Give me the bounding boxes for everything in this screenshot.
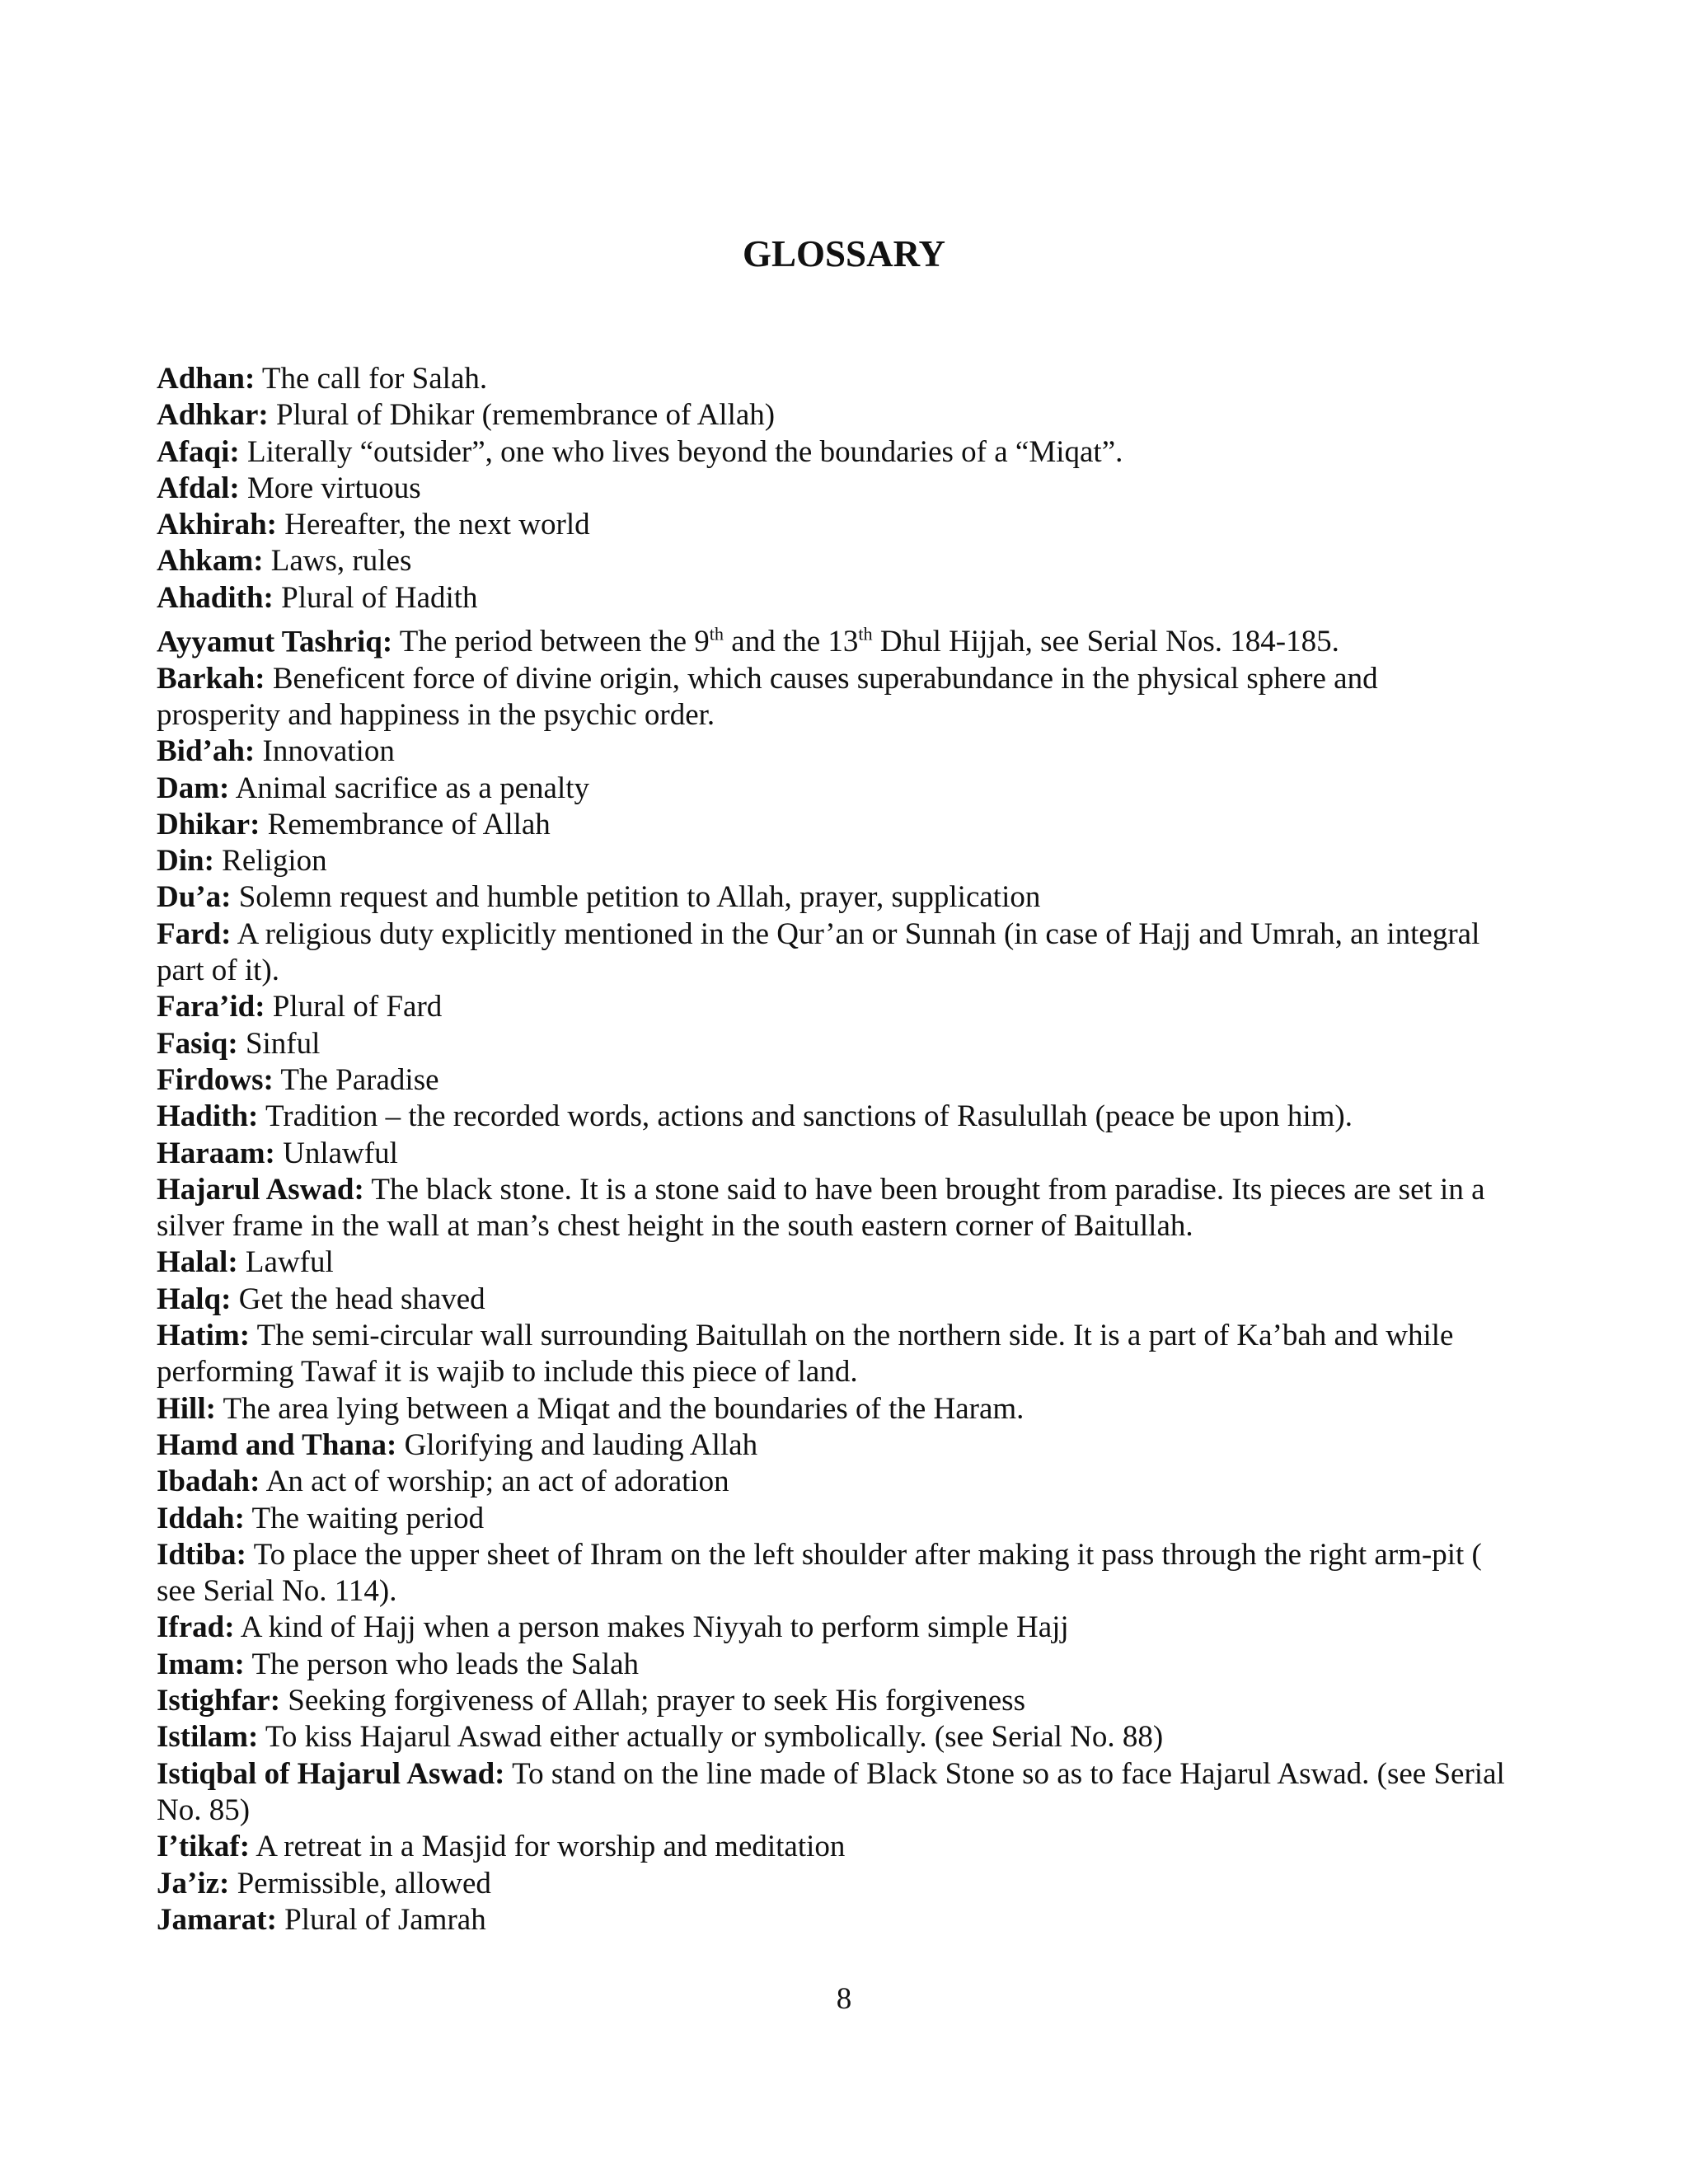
glossary-term: Istiqbal of Hajarul Aswad: <box>157 1756 505 1791</box>
glossary-term: Adhkar: <box>157 398 269 433</box>
glossary-entry <box>157 1391 1508 1427</box>
glossary-entry <box>157 1719 1508 1755</box>
glossary-term: Ifrad: <box>157 1610 235 1645</box>
ordinal-suffix: th <box>858 624 873 645</box>
definition-text: Dhul Hijjah, see Serial Nos. 184-185. <box>872 625 1339 659</box>
glossary-entry <box>157 543 1508 579</box>
glossary-term: I’tikaf: <box>157 1830 251 1864</box>
page-number: 8 <box>836 1982 852 2016</box>
glossary-term: Halal: <box>157 1245 238 1280</box>
glossary-entry <box>157 1026 1508 1062</box>
glossary-term: Ibadah: <box>157 1465 260 1499</box>
glossary-entry <box>157 1683 1508 1719</box>
glossary-term: Hajarul Aswad: <box>157 1172 364 1207</box>
glossary-definition: Remembrance of Allah <box>260 807 551 841</box>
glossary-definition: Permissible, allowed <box>229 1866 491 1900</box>
glossary-term: Hamd and Thana: <box>157 1427 397 1462</box>
glossary-entry <box>157 733 1508 770</box>
glossary-term: Ayyamut Tashriq: <box>157 625 393 659</box>
glossary-definition: Plural of Jamrah <box>276 1902 486 1937</box>
ordinal-suffix: th <box>709 624 724 645</box>
glossary-entry <box>157 661 1508 734</box>
glossary-entry <box>157 1537 1508 1610</box>
glossary-definition: Solemn request and humble petition to Allah, prayer, supplication <box>231 880 1041 915</box>
glossary-term: Idtiba: <box>157 1537 246 1572</box>
glossary-definition: The black stone. It is a stone said to have been brought from paradise. Its pieces are set in a silver frame in the wall at man’s chest height in the south eastern corner of Baitullah. <box>157 1172 1485 1244</box>
glossary-definition: Unlawful <box>274 1136 398 1170</box>
glossary-definition: To stand on the line made of Black Stone so as to face Hajarul Aswad. (see Serial No. 85) <box>157 1756 1505 1827</box>
glossary-term: Afaqi: <box>157 434 240 469</box>
glossary-term: Dhikar: <box>157 807 260 841</box>
glossary-entry <box>157 1062 1508 1099</box>
glossary-entry <box>157 1866 1508 1902</box>
glossary-definition: The semi-circular wall surrounding Baitullah on the northern side. It is a part of Ka’bah and while performing Tawaf it is wajib to include this piece of land. <box>157 1319 1454 1390</box>
glossary-definition: Plural of Hadith <box>273 580 478 615</box>
glossary-term: Iddah: <box>157 1501 245 1535</box>
glossary-list <box>157 361 1508 1938</box>
glossary-term: Haraam: <box>157 1136 275 1170</box>
glossary-definition: Plural of Fard <box>265 990 443 1024</box>
glossary-entry <box>157 1318 1508 1391</box>
glossary-entry <box>157 843 1508 879</box>
glossary-term: Bid’ah: <box>157 734 256 769</box>
glossary-entry <box>157 771 1508 807</box>
glossary-entry <box>157 879 1508 916</box>
glossary-entry <box>157 1829 1508 1865</box>
glossary-entry <box>157 1282 1508 1318</box>
glossary-definition <box>392 625 1339 658</box>
glossary-term: Afdal: <box>157 471 240 505</box>
glossary-term: Hill: <box>157 1391 216 1426</box>
glossary-definition: To place the upper sheet of Ihram on the left shoulder after making it pass through the right arm-pit ( see Serial No. 114). <box>157 1537 1482 1609</box>
glossary-definition: The person who leads the Salah <box>244 1647 640 1681</box>
glossary-entry <box>157 1610 1508 1646</box>
glossary-term: Istilam: <box>157 1720 259 1755</box>
glossary-entry <box>157 916 1508 990</box>
glossary-term: Ja’iz: <box>157 1866 230 1900</box>
glossary-term: Hadith: <box>157 1099 259 1134</box>
page-title: GLOSSARY <box>743 233 945 274</box>
definition-text: The period between the 9 <box>392 625 710 659</box>
glossary-entry <box>157 1427 1508 1464</box>
glossary-term: Hatim: <box>157 1319 251 1353</box>
glossary-term: Istighfar: <box>157 1684 281 1718</box>
glossary-definition: Plural of Dhikar (remembrance of Allah) <box>268 398 776 433</box>
glossary-definition: A retreat in a Masjid for worship and meditation <box>250 1830 846 1864</box>
glossary-definition: Innovation <box>255 734 395 769</box>
glossary-definition: Glorifying and lauding Allah <box>396 1427 758 1462</box>
glossary-entry <box>157 1099 1508 1135</box>
glossary-definition: The Paradise <box>273 1062 439 1097</box>
glossary-entry <box>157 1902 1508 1938</box>
glossary-term: Barkah: <box>157 661 265 696</box>
glossary-definition: Religion <box>213 844 327 879</box>
glossary-definition: Literally “outsider”, one who lives beyond the boundaries of a “Miqat”. <box>239 434 1123 469</box>
glossary-definition: Lawful <box>237 1245 334 1280</box>
glossary-entry <box>157 1464 1508 1500</box>
glossary-entry <box>157 989 1508 1025</box>
glossary-term: Ahkam: <box>157 544 264 579</box>
glossary-entry <box>157 361 1508 397</box>
glossary-term: Jamarat: <box>157 1902 277 1937</box>
glossary-term: Imam: <box>157 1647 245 1681</box>
glossary-term: Adhan: <box>157 362 256 396</box>
glossary-entry <box>157 507 1508 543</box>
glossary-term: Akhirah: <box>157 508 277 542</box>
glossary-definition: Animal sacrifice as a penalty <box>229 771 590 805</box>
glossary-entry <box>157 580 1508 616</box>
glossary-term: Fasiq: <box>157 1026 238 1061</box>
glossary-entry <box>157 1647 1508 1683</box>
glossary-entry <box>157 471 1508 507</box>
glossary-definition: Tradition – the recorded words, actions and sanctions of Rasulullah (peace be upon him). <box>258 1099 1353 1134</box>
glossary-definition: The area lying between a Miqat and the boundaries of the Haram. <box>215 1391 1025 1426</box>
glossary-entry <box>157 1136 1508 1172</box>
glossary-definition: More virtuous <box>239 471 421 505</box>
glossary-definition: A religious duty explicitly mentioned in the Qur’an or Sunnah (in case of Hajj and Umrah, an integral part of it). <box>157 916 1480 988</box>
definition-text: and the 13 <box>724 625 859 659</box>
glossary-term: Ahadith: <box>157 580 274 615</box>
glossary-definition: To kiss Hajarul Aswad either actually or symbolically. (see Serial No. 88) <box>258 1720 1164 1755</box>
glossary-definition: An act of worship; an act of adoration <box>260 1465 729 1499</box>
glossary-term: Halq: <box>157 1282 232 1316</box>
glossary-term: Du’a: <box>157 880 232 915</box>
glossary-definition: A kind of Hajj when a person makes Niyyah to perform simple Hajj <box>234 1610 1069 1645</box>
glossary-term: Fard: <box>157 916 232 951</box>
glossary-definition: Laws, rules <box>263 544 412 579</box>
glossary-entry <box>157 397 1508 434</box>
glossary-entry <box>157 1244 1508 1281</box>
glossary-entry <box>157 1756 1508 1830</box>
glossary-term: Din: <box>157 844 214 879</box>
glossary-definition: Get the head shaved <box>231 1282 485 1316</box>
glossary-entry <box>157 434 1508 471</box>
glossary-definition: The waiting period <box>244 1501 485 1535</box>
glossary-definition: Seeking forgiveness of Allah; prayer to seek His forgiveness <box>280 1684 1025 1718</box>
glossary-definition: The call for Salah. <box>255 362 488 396</box>
glossary-entry <box>157 1172 1508 1245</box>
glossary-entry <box>157 1501 1508 1537</box>
glossary-term: Fara’id: <box>157 990 265 1024</box>
glossary-term: Dam: <box>157 771 230 805</box>
glossary-term: Firdows: <box>157 1062 274 1097</box>
glossary-entry <box>157 616 1508 661</box>
glossary-definition: Beneficent force of divine origin, which causes superabundance in the physical sphere and prosperity and happiness in the psychic order. <box>157 661 1378 732</box>
glossary-definition: Sinful <box>237 1026 321 1061</box>
glossary-definition: Hereafter, the next world <box>276 508 590 542</box>
glossary-entry <box>157 807 1508 843</box>
